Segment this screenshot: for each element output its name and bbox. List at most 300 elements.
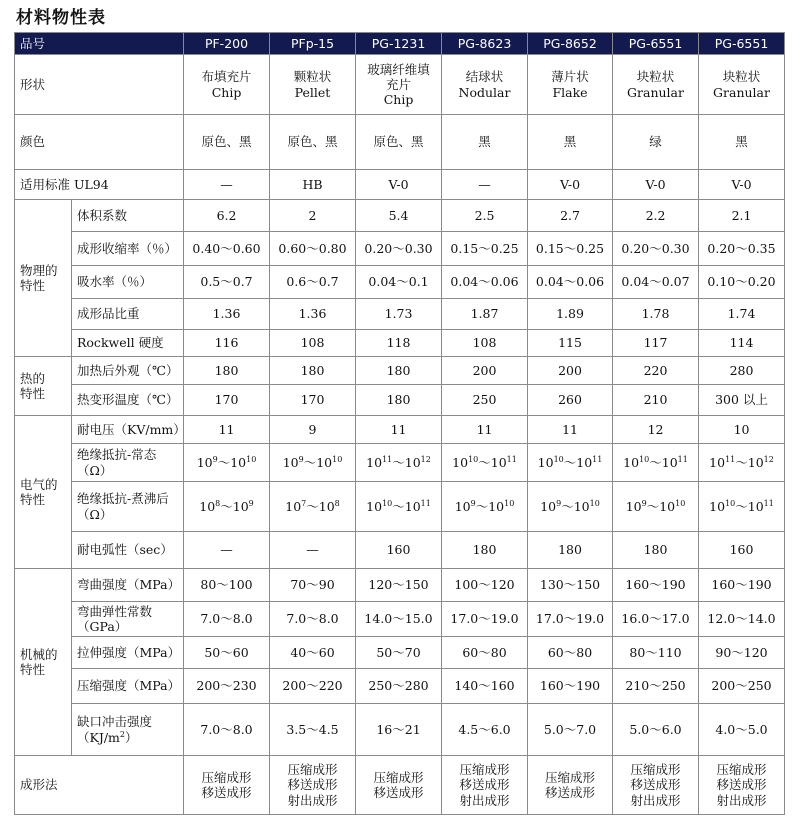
cell-line: 移送成形 [201, 785, 252, 800]
grade-header: PG-8652 [528, 33, 613, 55]
row-label: 耐电弧性（sec） [72, 532, 184, 569]
table-row [15, 444, 785, 482]
value-cell: 1.87 [442, 299, 528, 330]
row-label [72, 482, 184, 532]
cell-line: 弯曲弹性常数 [77, 603, 153, 619]
exponent: 9 [248, 498, 254, 508]
resistance-value-cell [356, 482, 442, 532]
value-cell: V-0 [528, 170, 613, 200]
cell-line: Chip [211, 84, 242, 100]
header-label: 品号 [15, 33, 184, 55]
cell-line: 射出成形 [630, 792, 681, 808]
cell-line: 块粒状 [722, 69, 761, 85]
mantissa: 10 [709, 498, 726, 514]
mantissa: 10 [454, 498, 471, 514]
grade-header: PG-6551 [613, 33, 699, 55]
value-cell: 5.0～6.0 [613, 704, 699, 756]
exponent: 11 [677, 454, 688, 464]
value-cell: 50～70 [356, 637, 442, 669]
unit-exponent: 2 [119, 729, 126, 739]
value-cell: 108 [442, 330, 528, 357]
mantissa: 10 [230, 454, 247, 470]
value-cell: 118 [356, 330, 442, 357]
table-row [15, 357, 785, 385]
row-label: 耐电压（KV/mm） [72, 416, 184, 444]
value-cell: 200～230 [184, 669, 270, 704]
value-cell: 0.6～0.7 [270, 266, 356, 299]
cell-line: 移送成形 [373, 785, 424, 800]
cell-line: 压缩成形 [373, 769, 424, 785]
cell-line: 布填充片 [201, 69, 252, 85]
exponent: 10 [504, 498, 515, 508]
value-cell: 2.1 [699, 200, 785, 232]
cell-line: Flake [552, 84, 588, 100]
resistance-value-cell [356, 444, 442, 482]
table-row [15, 330, 785, 357]
mantissa: 10 [232, 498, 249, 514]
cell-line [77, 730, 181, 745]
exponent: 10 [675, 498, 686, 508]
value-cell: 80～100 [184, 569, 270, 602]
row-label [72, 602, 184, 637]
value-cell: 108 [270, 330, 356, 357]
shape-cell [442, 55, 528, 115]
value-cell: 180 [442, 532, 528, 569]
group-label-physical [15, 200, 72, 357]
mantissa: 10 [366, 454, 383, 470]
cell-line: 薄片状 [551, 69, 589, 85]
value-cell: 0.60～0.80 [270, 232, 356, 266]
value-cell: 260 [528, 385, 613, 416]
resistance-value-cell [528, 444, 613, 482]
cell-line: 玻璃纤维填 [367, 61, 430, 77]
value-cell: 2.7 [528, 200, 613, 232]
cell-line: 弯曲强度（MPa） [77, 577, 181, 593]
mantissa: 10 [366, 498, 383, 514]
exponent: 11 [725, 454, 736, 464]
tilde: ～ [561, 498, 574, 514]
value-cell: 黑 [699, 115, 785, 170]
value-cell: 0.5～0.7 [184, 266, 270, 299]
resistance-value-cell [699, 482, 785, 532]
exponent: 10 [382, 498, 393, 508]
table-row [15, 602, 785, 637]
cell-line: Granular [713, 84, 770, 100]
exponent: 11 [763, 498, 774, 508]
group-label-thermal [15, 357, 72, 416]
cell-line: 特性 [20, 386, 46, 401]
value-cell: 0.10～0.20 [699, 266, 785, 299]
shape-cell [356, 55, 442, 115]
value-cell: 180 [356, 385, 442, 416]
value-cell: 12.0～14.0 [699, 602, 785, 637]
cell-line: 压缩成形 [459, 762, 510, 778]
value-cell: 60～80 [442, 637, 528, 669]
mantissa: 10 [623, 454, 640, 470]
tilde: ～ [478, 454, 491, 470]
value-cell: 0.40～0.60 [184, 232, 270, 266]
value-cell: HB [270, 170, 356, 200]
value-cell: 14.0～15.0 [356, 602, 442, 637]
mantissa: 10 [625, 498, 642, 514]
grade-header: PG-8623 [442, 33, 528, 55]
value-cell: 1.36 [270, 299, 356, 330]
value-cell: 10 [699, 416, 785, 444]
value-cell: 4.5～6.0 [442, 704, 528, 756]
mantissa: 10 [573, 498, 590, 514]
tilde: ～ [220, 498, 233, 514]
value-cell: 117 [613, 330, 699, 357]
value-cell: 1.73 [356, 299, 442, 330]
shape-cell [613, 55, 699, 115]
table-row [15, 232, 785, 266]
cell-line: Nodular [458, 84, 511, 100]
row-label: 吸水率（％） [72, 266, 184, 299]
cell-line: 绝缘抵抗-煮沸后 [77, 491, 169, 507]
value-cell: 160～190 [528, 669, 613, 704]
unit-part: ） [125, 729, 138, 745]
value-cell: 0.15～0.25 [442, 232, 528, 266]
exponent: 10 [725, 498, 736, 508]
value-cell: 16.0～17.0 [613, 602, 699, 637]
cell-line: 射出成形 [287, 792, 338, 808]
value-cell: 1.89 [528, 299, 613, 330]
resistance-value-cell [613, 444, 699, 482]
mantissa: 10 [404, 498, 421, 514]
value-cell: 4.0～5.0 [699, 704, 785, 756]
cell-line: 颗粒状 [293, 69, 332, 85]
mantissa: 10 [576, 454, 593, 470]
resistance-value-cell [270, 482, 356, 532]
tilde: ～ [392, 498, 405, 514]
mantissa: 10 [282, 454, 299, 470]
value-cell: 2 [270, 200, 356, 232]
exponent: 8 [215, 498, 221, 508]
value-cell: 6.2 [184, 200, 270, 232]
value-cell: 114 [699, 330, 785, 357]
value-cell: 1.78 [613, 299, 699, 330]
grade-header: PFp-15 [270, 33, 356, 55]
cell-line: 结球状 [465, 69, 504, 85]
value-cell: 70～90 [270, 569, 356, 602]
value-cell: 180 [528, 532, 613, 569]
table-row [15, 200, 785, 232]
cell-line: 缺口冲击强度 [77, 714, 153, 730]
cell-line: 块粒状 [636, 69, 675, 85]
molding-cell [613, 756, 699, 815]
row-label-shape: 形状 [15, 55, 184, 115]
value-cell: 200 [528, 357, 613, 385]
resistance-value-cell [270, 444, 356, 482]
value-cell: 160 [356, 532, 442, 569]
cell-line: 移送成形 [287, 777, 338, 793]
exponent: 8 [334, 498, 340, 508]
shape-cell [528, 55, 613, 115]
value-cell: 115 [528, 330, 613, 357]
value-cell: 170 [270, 385, 356, 416]
mantissa: 10 [659, 498, 676, 514]
tilde: ～ [392, 454, 405, 470]
value-cell: 11 [528, 416, 613, 444]
tilde: ～ [475, 498, 489, 514]
row-label-molding: 成形法 [15, 756, 184, 815]
group-label-electrical [15, 416, 72, 569]
value-cell: 0.04～0.1 [356, 266, 442, 299]
exponent: 11 [506, 454, 517, 464]
cell-line: （GPa） [77, 619, 128, 634]
cell-line: 移送成形 [716, 777, 767, 793]
tilde: ～ [303, 454, 317, 470]
value-cell: 200 [442, 357, 528, 385]
mantissa: 10 [196, 454, 213, 470]
cell-line: 充片 [386, 76, 412, 92]
value-cell: 7.0～8.0 [184, 602, 270, 637]
row-label: 加热后外观（℃） [72, 357, 184, 385]
grade-header: PF-200 [184, 33, 270, 55]
cell-line: 热的 [20, 370, 46, 386]
row-label [72, 569, 184, 602]
row-label: Rockwell 硬度 [72, 330, 184, 357]
table-row [15, 266, 785, 299]
cell-line: 电气的 [20, 476, 58, 492]
value-cell: 90～120 [699, 637, 785, 669]
resistance-value-cell [184, 482, 270, 532]
table-row [15, 756, 785, 815]
table-row [15, 33, 785, 55]
shape-cell [184, 55, 270, 115]
grade-header: PG-1231 [356, 33, 442, 55]
table-row [15, 704, 785, 756]
tilde: ～ [217, 454, 231, 470]
value-cell: 原色、黑 [270, 115, 356, 170]
value-cell: 250 [442, 385, 528, 416]
table-row [15, 637, 785, 669]
exponent: 10 [639, 454, 650, 464]
molding-cell [356, 756, 442, 815]
value-cell: 1.74 [699, 299, 785, 330]
cell-line: （Ω） [77, 506, 113, 522]
table-row [15, 385, 785, 416]
row-label: 热变形温度（℃） [72, 385, 184, 416]
value-cell: 16～21 [356, 704, 442, 756]
exponent: 9 [641, 498, 647, 508]
value-cell: 11 [184, 416, 270, 444]
cell-line: 特性 [20, 492, 46, 507]
value-cell: 0.20～0.30 [613, 232, 699, 266]
exponent: 10 [246, 454, 257, 464]
table-row [15, 532, 785, 569]
resistance-value-cell [442, 482, 528, 532]
exponent: 10 [553, 454, 564, 464]
mantissa: 10 [490, 454, 507, 470]
mantissa: 10 [404, 454, 421, 470]
value-cell: 黑 [442, 115, 528, 170]
table-row [15, 170, 785, 200]
value-cell: 2.5 [442, 200, 528, 232]
cell-line: 射出成形 [716, 792, 767, 808]
value-cell: 1.36 [184, 299, 270, 330]
resistance-value-cell [442, 444, 528, 482]
mantissa: 10 [747, 454, 764, 470]
cell-line: Pellet [294, 84, 331, 100]
value-cell: 17.0～19.0 [528, 602, 613, 637]
tilde: ～ [735, 454, 748, 470]
value-cell: 0.04～0.06 [528, 266, 613, 299]
value-cell: 250～280 [356, 669, 442, 704]
cell-line: 拉伸强度（MPa） [77, 644, 181, 660]
molding-cell [699, 756, 785, 815]
value-cell: 200～250 [699, 669, 785, 704]
tilde: ～ [735, 498, 748, 514]
page-title: 材料物性表 [16, 8, 106, 28]
tilde: ～ [563, 454, 577, 470]
exponent: 10 [468, 454, 479, 464]
row-label-ul94: 适用标准 UL94 [15, 170, 184, 200]
value-cell: 60～80 [528, 637, 613, 669]
molding-cell [270, 756, 356, 815]
table-row [15, 55, 785, 115]
mantissa: 10 [537, 454, 554, 470]
exponent: 11 [382, 454, 393, 464]
table-row [15, 569, 785, 602]
value-cell: — [442, 170, 528, 200]
value-cell: V-0 [356, 170, 442, 200]
exponent: 11 [592, 454, 603, 464]
value-cell: 80～110 [613, 637, 699, 669]
cell-line: Chip [383, 92, 414, 108]
value-cell: 黑 [528, 115, 613, 170]
tilde: ～ [306, 498, 319, 514]
value-cell: 180 [184, 357, 270, 385]
cell-line: 特性 [20, 278, 46, 293]
value-cell: 绿 [613, 115, 699, 170]
exponent: 12 [420, 454, 431, 464]
exponent: 11 [420, 498, 431, 508]
value-cell: 11 [442, 416, 528, 444]
value-cell: 7.0～8.0 [184, 704, 270, 756]
table-row [15, 669, 785, 704]
value-cell: 12 [613, 416, 699, 444]
mantissa: 10 [540, 498, 557, 514]
mantissa: 10 [285, 498, 302, 514]
value-cell: 11 [356, 416, 442, 444]
cell-line: 射出成形 [459, 792, 510, 808]
cell-line: 移送成形 [459, 777, 510, 793]
value-cell: 5.0～7.0 [528, 704, 613, 756]
row-label: 体积系数 [72, 200, 184, 232]
table-row [15, 416, 785, 444]
molding-cell [528, 756, 613, 815]
group-label-mechanical [15, 569, 72, 756]
molding-cell [184, 756, 270, 815]
mantissa: 10 [661, 454, 678, 470]
mantissa: 10 [199, 498, 216, 514]
value-cell: 180 [270, 357, 356, 385]
value-cell: 3.5～4.5 [270, 704, 356, 756]
cell-line: 压缩强度（MPa） [77, 678, 181, 694]
exponent: 9 [212, 454, 218, 464]
row-label [72, 637, 184, 669]
exponent: 10 [332, 454, 343, 464]
value-cell: V-0 [613, 170, 699, 200]
row-label [72, 444, 184, 482]
row-label-impact [72, 704, 184, 756]
mantissa: 10 [452, 454, 469, 470]
resistance-value-cell [699, 444, 785, 482]
value-cell: 0.15～0.25 [528, 232, 613, 266]
mantissa: 10 [488, 498, 505, 514]
unit-part: （KJ/m [77, 729, 120, 745]
material-property-table [14, 32, 785, 815]
cell-line: Granular [627, 84, 684, 100]
value-cell: V-0 [699, 170, 785, 200]
value-cell: 2.2 [613, 200, 699, 232]
mantissa: 10 [316, 454, 333, 470]
cell-line: 压缩成形 [287, 762, 338, 778]
table-row [15, 482, 785, 532]
shape-cell [270, 55, 356, 115]
row-label-color: 颜色 [15, 115, 184, 170]
exponent: 9 [470, 498, 476, 508]
value-cell: 300 以上 [699, 385, 785, 416]
exponent: 7 [301, 498, 307, 508]
table-body [15, 33, 785, 815]
cell-line: 压缩成形 [545, 769, 596, 785]
value-cell: — [184, 532, 270, 569]
cell-line: 压缩成形 [201, 769, 252, 785]
exponent: 10 [589, 498, 600, 508]
table-row [15, 299, 785, 330]
value-cell: 210 [613, 385, 699, 416]
value-cell: 280 [699, 357, 785, 385]
value-cell: 5.4 [356, 200, 442, 232]
value-cell: 140～160 [442, 669, 528, 704]
value-cell: — [184, 170, 270, 200]
value-cell: 170 [184, 385, 270, 416]
value-cell: 200～220 [270, 669, 356, 704]
tilde: ～ [646, 498, 660, 514]
tilde: ～ [649, 454, 662, 470]
value-cell: 0.20～0.35 [699, 232, 785, 266]
value-cell: 50～60 [184, 637, 270, 669]
row-label: 成形收缩率（％） [72, 232, 184, 266]
cell-line: 压缩成形 [630, 762, 681, 778]
cell-line: 特性 [20, 662, 46, 677]
value-cell: 0.04～0.06 [442, 266, 528, 299]
cell-line: 压缩成形 [716, 762, 767, 778]
cell-line: 移送成形 [545, 785, 596, 800]
mantissa: 10 [709, 454, 726, 470]
value-cell: 160～190 [613, 569, 699, 602]
value-cell: 7.0～8.0 [270, 602, 356, 637]
exponent: 9 [556, 498, 562, 508]
value-cell: 40～60 [270, 637, 356, 669]
value-cell: 220 [613, 357, 699, 385]
value-cell: 17.0～19.0 [442, 602, 528, 637]
resistance-value-cell [184, 444, 270, 482]
value-cell: 原色、黑 [356, 115, 442, 170]
value-cell: 0.20～0.30 [356, 232, 442, 266]
resistance-value-cell [528, 482, 613, 532]
value-cell: 116 [184, 330, 270, 357]
value-cell: 160 [699, 532, 785, 569]
table-row [15, 115, 785, 170]
value-cell: 100～120 [442, 569, 528, 602]
shape-cell [699, 55, 785, 115]
value-cell: 120～150 [356, 569, 442, 602]
exponent: 9 [298, 454, 304, 464]
value-cell: 160～190 [699, 569, 785, 602]
